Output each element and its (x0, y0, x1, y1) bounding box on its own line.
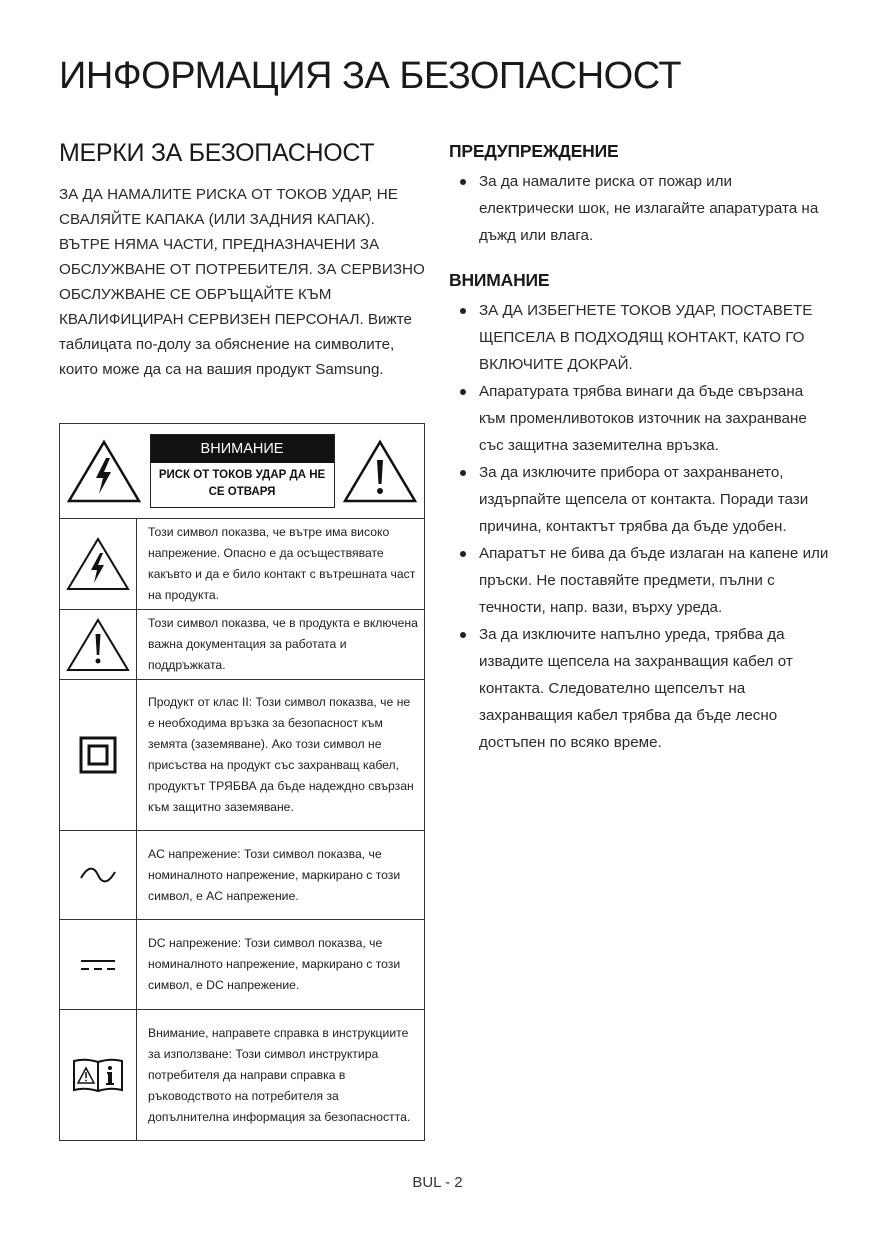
caution-heading: ВНИМАНИЕ (449, 270, 550, 290)
page-title: ИНФОРМАЦИЯ ЗА БЕЗОПАСНОСТ (59, 55, 682, 97)
double-insulation-icon (60, 735, 136, 775)
list-item: Апаратът не бива да бъде излаган на капене или пръски. Не поставяйте предмети, пълни с течности, напр. вази, върху уреда. (449, 540, 829, 621)
table-row (60, 920, 425, 1010)
consult-manual-icon (60, 1057, 136, 1093)
table-row (60, 1010, 425, 1141)
caution-label-box (150, 434, 335, 508)
symbol-description: Внимание, направете справка в инструкциите за използване: Този символ инструктира потребителя да направи справка в ръководството на потребителя за допълнителна информация за безопасността. (137, 1010, 425, 1141)
caution-list (449, 297, 829, 756)
exclamation-warning-icon (342, 438, 418, 504)
table-row (60, 519, 425, 610)
list-item: За да намалите риска от пожар или електрически шок, не излагайте апаратурата на дъжд или влага. (449, 168, 829, 249)
symbol-description: AC напрежение: Този символ показва, че номиналното напрежение, маркирано с този символ, е AC напрежение. (137, 831, 425, 920)
table-row (60, 680, 425, 831)
symbol-description: DC напрежение: Този символ показва, че номиналното напрежение, маркирано с този символ, е DC напрежение. (137, 920, 425, 1010)
symbol-description: Този символ показва, че в продукта е включена важна документация за работата и поддръжката. (137, 610, 425, 680)
shock-risk-label: РИСК ОТ ТОКОВ УДАР ДА НЕ СЕ ОТВАРЯ (158, 469, 326, 498)
caution-label: ВНИМАНИЕ (151, 435, 334, 463)
symbol-description: Този символ показва, че вътре има високо напрежение. Опасно е да осъществявате какъвто и да е било контакт с вътрешната част на продукта. (137, 519, 425, 610)
right-column (449, 138, 829, 756)
table-header-row (60, 424, 425, 519)
list-item: За да изключите напълно уреда, трябва да извадите щепсела на захранващия кабел от контакта. Следователно щепселът на захранващия кабел трябва да бъде лесно достъпен по всяко време. (449, 621, 829, 756)
table-row (60, 831, 425, 920)
left-column (59, 136, 429, 382)
symbols-table (59, 423, 425, 1141)
warning-heading: ПРЕДУПРЕЖДЕНИЕ (449, 141, 619, 161)
section-title-safety-measures: МЕРКИ ЗА БЕЗОПАСНОСТ (59, 139, 375, 167)
list-item: Апаратурата трябва винаги да бъде свързана към променливотоков източник на захранване със защитна заземителна връзка. (449, 378, 829, 459)
page-number: BUL - 2 (412, 1174, 463, 1191)
intro-paragraph: ЗА ДА НАМАЛИТЕ РИСКА ОТ ТОКОВ УДАР, НЕ СВАЛЯЙТЕ КАПАКА (ИЛИ ЗАДНИЯ КАПАК). ВЪТРЕ НЯМА ЧАСТИ, ПРЕДНАЗНАЧЕНИ ЗА ОБСЛУЖВАНЕ ОТ ПОТРЕБИТЕЛЯ. ЗА СЕРВИЗНО ОБСЛУЖВАНЕ СЕ ОБРЪЩАЙТЕ КЪМ КВАЛИФИЦИРАН СЕРВИЗЕН ПЕРСОНАЛ. Вижте таблицата по-долу за обяснение на символите, които може да са на вашия продукт Samsung. (59, 186, 425, 378)
exclamation-warning-icon (60, 617, 136, 673)
dc-voltage-icon (60, 957, 136, 973)
high-voltage-icon (60, 536, 136, 592)
table-row (60, 610, 425, 680)
list-item: ЗА ДА ИЗБЕГНЕТЕ ТОКОВ УДАР, ПОСТАВЕТЕ ЩЕПСЕЛА В ПОДХОДЯЩ КОНТАКТ, КАТО ГО ВКЛЮЧИТЕ ДОКРАЙ. (449, 297, 829, 378)
warning-list (449, 168, 829, 249)
symbol-description: Продукт от клас II: Този символ показва, че не е необходима връзка за безопасност към земята (заземяване). Ако този символ не присъства на продукт със захранващ кабел, продуктът ТРЯБВА да бъде надеждно свързан към защитно заземяване. (137, 680, 425, 831)
ac-voltage-icon (60, 865, 136, 885)
high-voltage-icon (66, 438, 142, 504)
list-item: За да изключите прибора от захранването, издърпайте щепсела от контакта. Поради тази причина, контактът трябва да бъде удобен. (449, 459, 829, 540)
